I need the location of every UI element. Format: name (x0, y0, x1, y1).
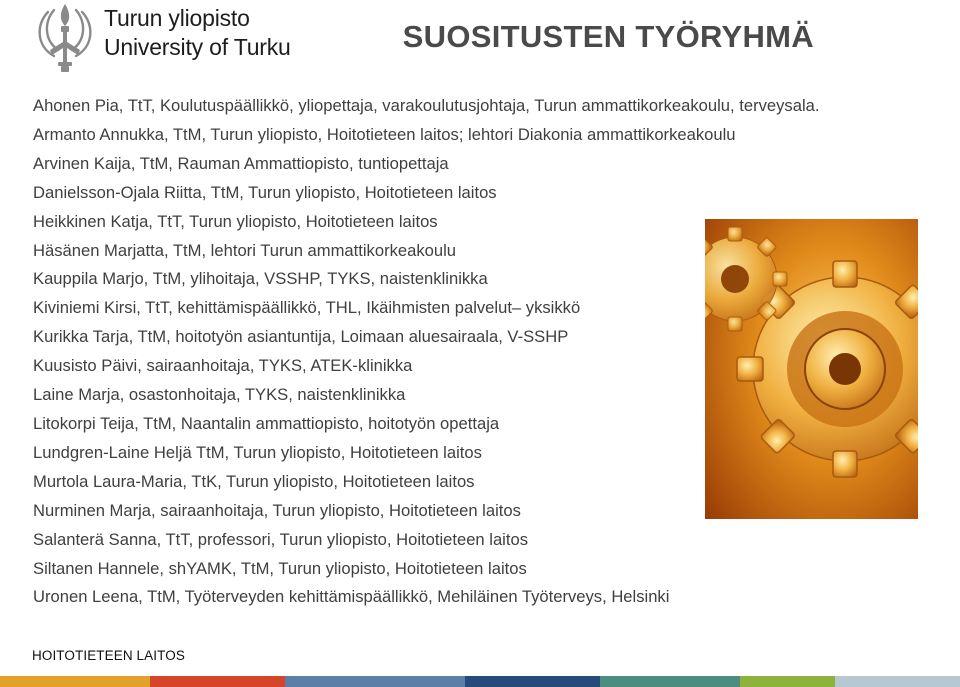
logo-wordmark (104, 4, 291, 62)
list-item: Kurikka Tarja, TtM, hoitotyön asiantuntija, Loimaan aluesairaala, V-SSHP (33, 327, 569, 347)
department-label: HOITOTIETEEN LAITOS (32, 648, 185, 663)
list-item: Uronen Leena, TtM, Työterveyden kehittämispäällikkö, Mehiläinen Työterveys, Helsinki (33, 587, 670, 607)
list-item: Nurminen Marja, sairaanhoitaja, Turun yliopisto, Hoitotieteen laitos (33, 500, 521, 520)
list-item: Lundgren-Laine Heljä TtM, Turun yliopisto, Hoitotieteen laitos (33, 442, 482, 462)
color-bar-segment (835, 676, 960, 687)
list-item: Danielsson-Ojala Riitta, TtM, Turun yliopisto, Hoitotieteen laitos (33, 182, 497, 202)
slide-title: SUOSITUSTEN TYÖRYHMÄ (402, 19, 814, 54)
list-item: Kuusisto Päivi, sairaanhoitaja, TYKS, ATEK-klinikka (33, 356, 413, 376)
list-item: Litokorpi Teija, TtM, Naantalin ammattiopisto, hoitotyön opettaja (33, 413, 500, 433)
color-bar-segment (600, 676, 740, 687)
list-item: Kiviniemi Kirsi, TtT, kehittämispäällikkö, THL, Ikäihmisten palvelut– yksikkö (33, 298, 581, 318)
footer-color-bar (0, 676, 960, 687)
golden-gears-image (705, 219, 918, 519)
color-bar-segment (740, 676, 835, 687)
list-item: Laine Marja, osastonhoitaja, TYKS, naistenklinikka (33, 385, 406, 405)
color-bar-segment (0, 676, 150, 687)
list-item: Kauppila Marjo, TtM, ylihoitaja, VSSHP, TYKS, naistenklinikka (33, 269, 488, 289)
slide-header (0, 0, 960, 80)
gears-photo-icon (705, 219, 918, 519)
color-bar-segment (150, 676, 285, 687)
torch-emblem-icon (30, 2, 100, 74)
university-logo (30, 2, 290, 74)
list-item: Arvinen Kaija, TtM, Rauman Ammattiopisto, tuntiopettaja (33, 153, 449, 173)
list-item: Heikkinen Katja, TtT, Turun yliopisto, Hoitotieteen laitos (33, 211, 438, 231)
color-bar-segment (465, 676, 600, 687)
list-item: Häsänen Marjatta, TtM, lehtori Turun ammattikorkeakoulu (33, 240, 457, 260)
list-item: Salanterä Sanna, TtT, professori, Turun yliopisto, Hoitotieteen laitos (33, 529, 529, 549)
color-bar-segment (285, 676, 465, 687)
list-item: Armanto Annukka, TtM, Turun yliopisto, Hoitotieteen laitos; lehtori Diakonia ammattikorkeakoulu (33, 124, 736, 144)
list-item: Murtola Laura-Maria, TtK, Turun yliopisto, Hoitotieteen laitos (33, 471, 475, 491)
list-item: Siltanen Hannele, shYAMK, TtM, Turun yliopisto, Hoitotieteen laitos (33, 558, 527, 578)
list-item: Ahonen Pia, TtT, Koulutuspäällikkö, yliopettaja, varakoulutusjohtaja, Turun ammattikorkeakoulu, terveysala. (33, 96, 820, 115)
logo-line-finnish: Turun yliopisto (104, 5, 250, 31)
logo-line-english: University of Turku (104, 34, 291, 60)
